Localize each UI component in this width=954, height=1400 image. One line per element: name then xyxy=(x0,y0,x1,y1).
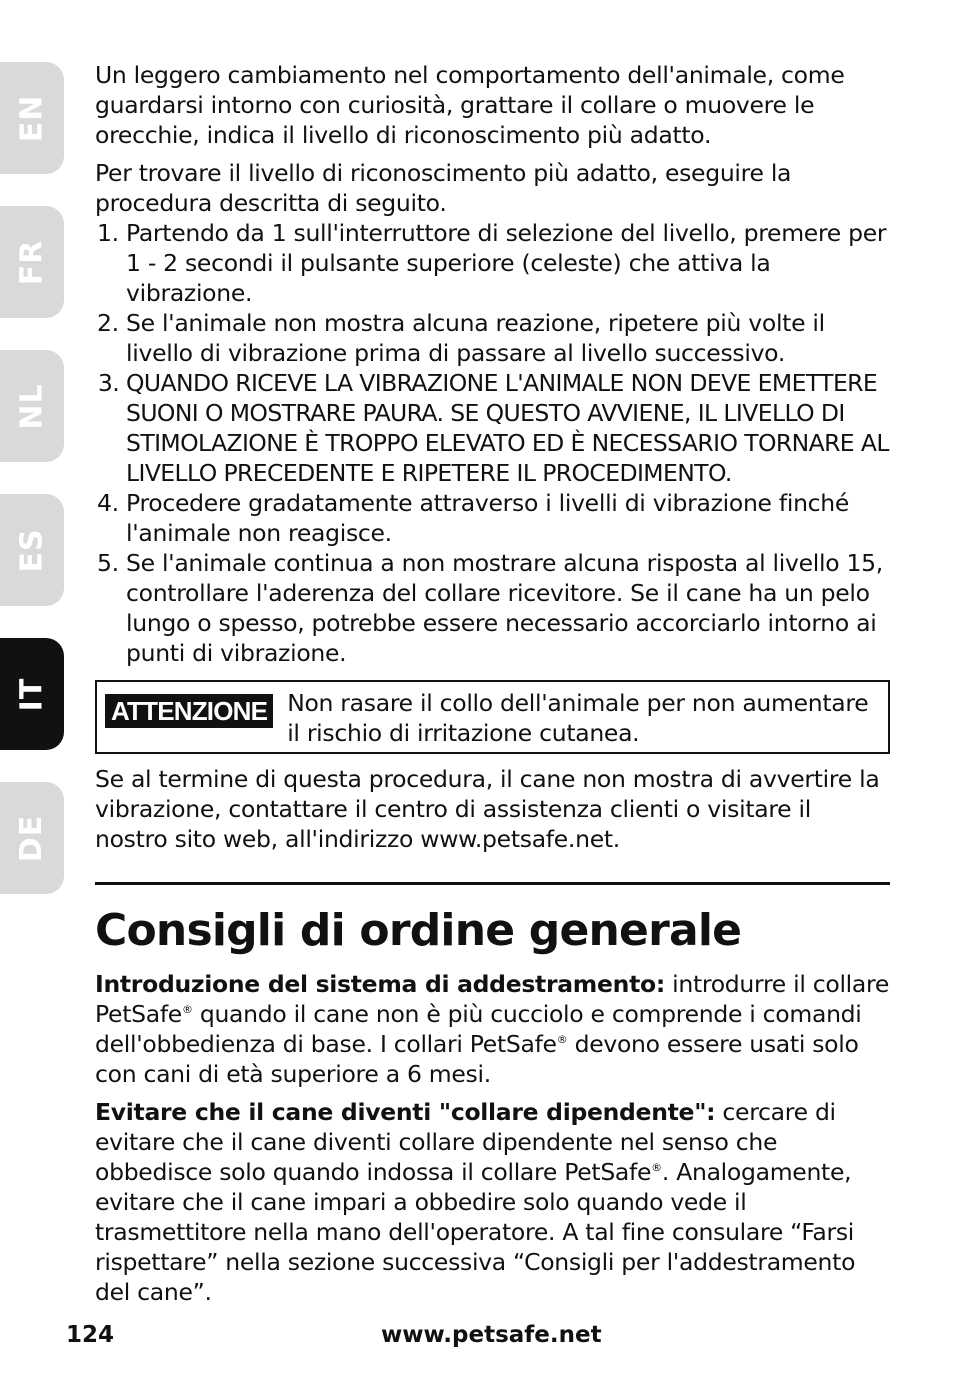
tab-es-label: ES xyxy=(14,527,50,573)
tab-de[interactable] xyxy=(0,782,64,894)
tab-it[interactable] xyxy=(0,638,64,750)
tip-introduction-text-1: introdurre il collare PetSafe xyxy=(95,970,890,1028)
registered-mark: ® xyxy=(651,1161,662,1175)
procedure-steps xyxy=(95,218,890,668)
section-divider xyxy=(95,882,890,885)
tab-de-label: DE xyxy=(14,814,50,862)
after-procedure-paragraph: Se al termine di questa procedura, il cane non mostra di avvertire la vibrazione, contattare il centro di assistenza clienti o visitare il nostro sito web, all'indirizzo www.petsafe.net. xyxy=(95,765,880,853)
registered-mark: ® xyxy=(181,1003,193,1017)
page-number: 124 xyxy=(66,1322,115,1348)
tab-es[interactable] xyxy=(0,494,64,606)
footer-url[interactable]: www.petsafe.net xyxy=(381,1322,602,1348)
tip-introduction xyxy=(95,969,890,1089)
tip-collar-dependence-text-2: . Analogamente, evitare che il cane impari a obbedire solo quando vede il trasmettitore nella mano dell'operatore. A tal fine consulare “Farsi rispettare” nella sezione successiva “Consigli per l'addestramento del cane”. xyxy=(95,1158,856,1306)
registered-mark: ® xyxy=(556,1033,568,1047)
procedure-step: 2. Se l'animale non mostra alcuna reazione, ripetere più volte il livello di vibrazione prima di passare al livello successivo. xyxy=(126,308,890,368)
tab-fr[interactable] xyxy=(0,206,64,318)
warning-text: Non rasare il collo dell'animale per non aumentare il rischio di irritazione cutanea. xyxy=(287,689,869,747)
tab-nl[interactable] xyxy=(0,350,64,462)
tab-en-label: EN xyxy=(14,94,50,142)
page-footer xyxy=(66,1322,886,1356)
tip-collar-dependence xyxy=(95,1097,890,1307)
tab-fr-label: FR xyxy=(14,239,50,285)
tab-nl-label: NL xyxy=(14,382,50,430)
tab-it-label: IT xyxy=(14,677,50,711)
procedure-step: 3. QUANDO RICEVE LA VIBRAZIONE L'ANIMALE NON DEVE EMETTERE SUONI O MOSTRARE PAURA. SE QUESTO AVVIENE, IL LIVELLO DI STIMOLAZIONE È TROPPO ELEVATO ED È NECESSARIO TORNARE AL LIVELLO PRECEDENTE E RIPETERE IL PROCEDIMENTO. xyxy=(126,368,890,488)
procedure-intro: Per trovare il livello di riconoscimento più adatto, eseguire la procedura descritta di seguito. xyxy=(95,159,792,217)
procedure-step: 1. Partendo da 1 sull'interruttore di selezione del livello, premere per 1 - 2 secondi il pulsante superiore (celeste) che attiva la vibrazione. xyxy=(126,218,890,308)
page-content xyxy=(95,60,890,1315)
tip-introduction-lead: Introduzione del sistema di addestramento: xyxy=(95,970,665,998)
warning-box xyxy=(95,680,890,754)
tab-en[interactable] xyxy=(0,62,64,174)
procedure-step: 4. Procedere gradatamente attraverso i livelli di vibrazione finché l'animale non reagisce. xyxy=(126,488,890,548)
warning-label: ATTENZIONE xyxy=(105,694,273,728)
intro-paragraph: Un leggero cambiamento nel comportamento dell'animale, come guardarsi intorno con curiosità, grattare il collare o muovere le orecchie, indica il livello di riconoscimento più adatto. xyxy=(95,61,845,149)
tip-collar-dependence-lead: Evitare che il cane diventi "collare dipendente": xyxy=(95,1098,716,1126)
tip-introduction-text-2: quando il cane non è più cucciolo e comprende i comandi dell'obbedienza di base. I collari PetSafe xyxy=(95,1000,862,1058)
tip-introduction-text-3: devono essere usati solo con cani di età superiore a 6 mesi. xyxy=(95,1030,859,1088)
procedure-step: 5. Se l'animale continua a non mostrare alcuna risposta al livello 15, controllare l'aderenza del collare ricevitore. Se il cane ha un pelo lungo o spesso, potrebbe essere necessario accorciarlo intorno ai punti di vibrazione. xyxy=(126,548,890,668)
section-title: Consigli di ordine generale xyxy=(95,905,742,956)
tip-collar-dependence-text-1: cercare di evitare che il cane diventi collare dipendente nel senso che obbedisce solo quando indossa il collare PetSafe xyxy=(95,1098,836,1186)
